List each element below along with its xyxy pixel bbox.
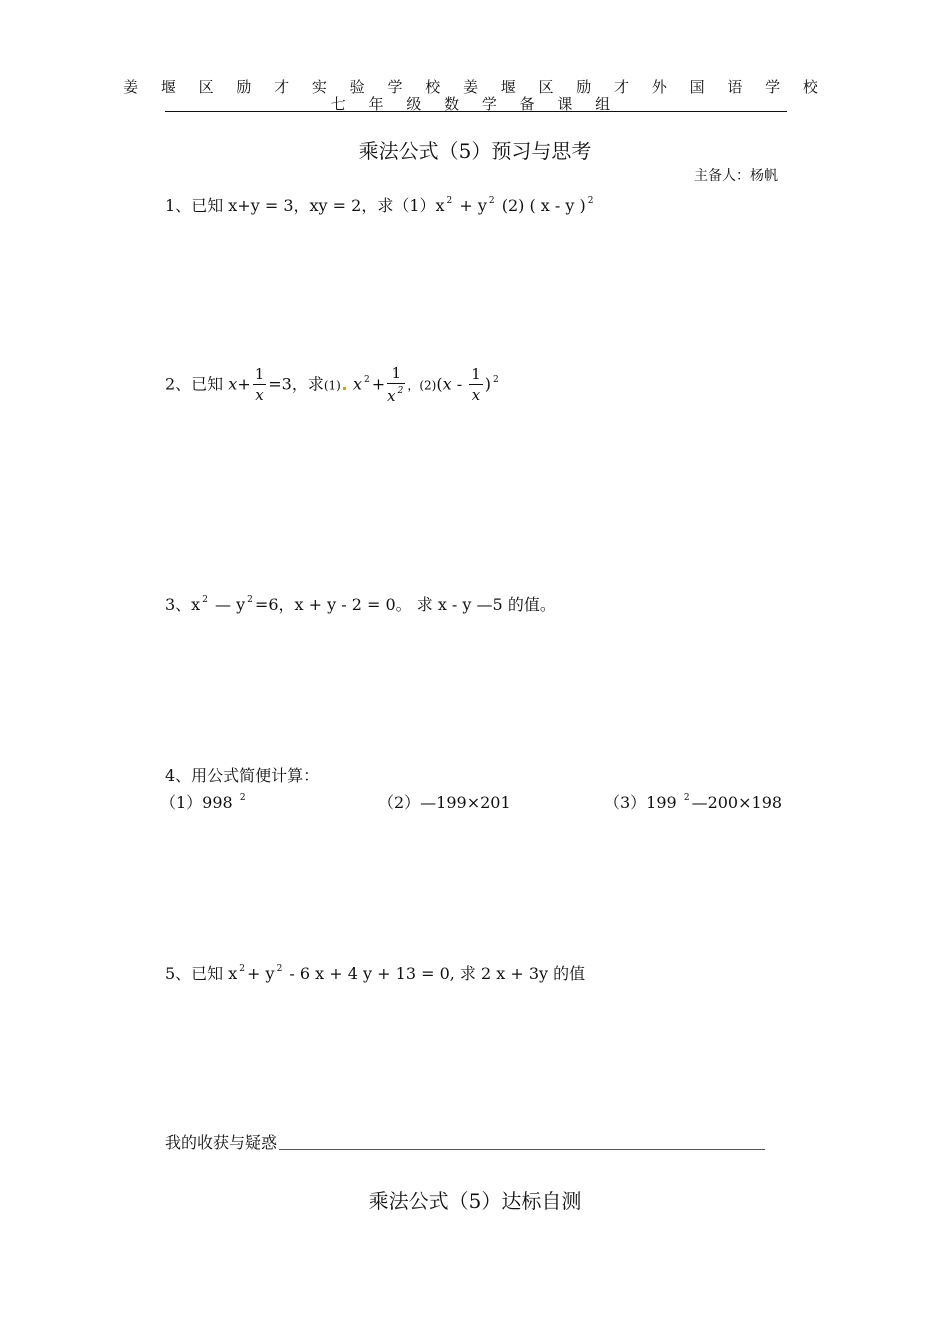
q5-text-b: + y [247,964,275,983]
reflection-line [165,1130,765,1153]
author: 主备人：杨帆 [694,168,778,184]
q3-text-a: 3、x [165,595,201,614]
q2-plus: + [237,374,251,394]
q1-exp-3: 2 [587,196,594,206]
q2-frac1-den: x [255,386,264,404]
q2-fraction-1 [253,367,267,403]
q2-minus: - [456,374,463,394]
grade-group: 七 年 级 数 学 备 课 组 [330,95,620,113]
q5-text-a: 5、已知 x [165,964,238,983]
q2-exp-2: 2 [397,386,404,396]
q2-part2: ，(2) [407,378,437,393]
q3-text-b: — y [215,595,246,614]
reflection-blank[interactable] [279,1149,765,1150]
question-4-title: 4、用公式简便计算： [165,766,320,785]
reflection-label: 我的收获与疑惑 [165,1133,278,1152]
q1-exp-1: 2 [446,196,453,206]
q2-var-x: x [228,374,238,394]
q3-exp-2: 2 [247,595,253,605]
question-2 [165,366,501,404]
q5-text-c: - 6 x + 4 y + 13 = 0, 求 2 x + 3y 的值 [289,964,586,983]
q1-exp-2: 2 [488,196,495,206]
q4-p1-text: （1）998 [160,793,233,812]
q1-text-a: 已知 x+y = 3，xy = 2，求（1）x [191,196,445,215]
q2-part1: (1) [323,378,341,393]
q1-text-b: + y [459,196,487,215]
q2-var-x3: x [442,374,452,394]
q2-lparen: ( [436,374,443,394]
q2-marker [343,387,346,390]
question-1 [165,193,596,216]
q4-part-2: （2）—199×201 [378,793,511,812]
q2-frac2-den: x $^2$ [387,386,404,405]
q2-exp-3: 2 [493,374,499,385]
q2-frac3-den: x [471,386,481,404]
section-2-title: 乘法公式（5）达标自测 [368,1189,582,1213]
q2-exp-1: 2 [363,374,370,385]
q2-frac3-num: 1 [471,365,481,383]
q4-part-3 [604,790,782,813]
q4-p3-text-a: （3）199 [604,793,677,812]
q2-fraction-2 [387,366,405,404]
q4-exp-2: 2 [683,793,690,803]
q4-p3-text-b: —200×198 [691,793,783,812]
q2-var-x2: x [352,374,362,394]
q2-frac2-num: 1 [387,366,405,384]
q3-exp-1: 2 [202,595,208,605]
q5-exp-1: 2 [239,964,246,974]
header-divider [165,111,787,112]
q2-fraction-3 [469,367,483,403]
q2-plus-2: + [371,374,386,394]
page-title: 乘法公式（5）预习与思考 [358,139,592,163]
q2-eq3: =3，求 [268,374,324,394]
q5-exp-2: 2 [276,964,283,974]
question-3 [165,592,556,615]
question-5 [165,961,585,984]
q3-text-c: =6，x + y - 2 = 0。 求 x - y —5 的值。 [254,595,556,614]
q1-number: 1、 [165,196,192,215]
q4-part-1 [160,790,248,813]
q2-prefix: 2、已知 [165,374,224,394]
q2-frac1-num: 1 [254,365,265,383]
q2-rparen: ) [484,374,491,394]
q1-text-c: (2) ( x - y ) [501,196,586,215]
q4-exp-1: 2 [239,793,246,803]
school-names: 姜 堰 区 励 才 实 验 学 校 姜 堰 区 励 才 外 国 语 学 校 [123,78,827,96]
